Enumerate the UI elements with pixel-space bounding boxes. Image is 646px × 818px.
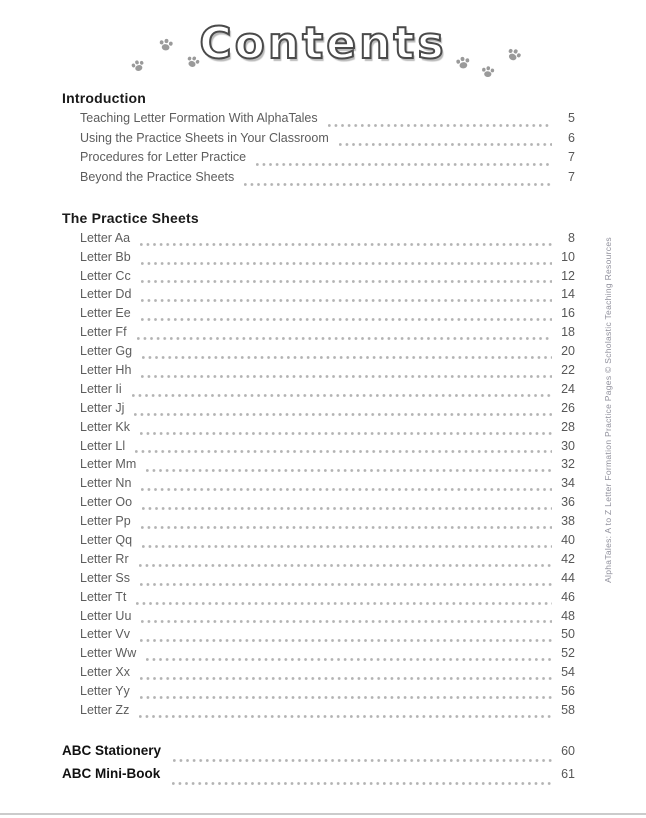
leader-dots [256,162,552,167]
toc-entry-label: Letter Ww [80,646,137,661]
leader-dots [244,182,552,187]
toc-entry-page-number: 38 [561,514,575,529]
leader-dots [141,619,552,624]
toc-entry [62,420,575,439]
toc-entry-label: Letter Jj [80,400,125,415]
section-heading: The Practice Sheets [62,209,199,226]
toc-entry-page-number: 6 [568,130,575,145]
toc-entry-page-number: 40 [561,533,575,547]
toc-entry [62,665,575,684]
toc-entry [62,382,575,401]
toc-entry-page-number: 32 [561,457,575,472]
toc-entry-label: Letter Vv [80,627,131,642]
toc-entry [62,476,575,495]
toc-entry-label: ABC Mini-Book [62,765,161,781]
toc-entry [62,231,575,250]
leader-dots [142,544,552,549]
toc-entry-label: Teaching Letter Formation With AlphaTales [80,111,318,125]
toc-entry-label: Procedures for Letter Practice [80,150,247,165]
toc-entry-label: Letter Cc [80,268,131,283]
leader-dots [328,123,552,128]
toc-entry [62,743,575,766]
toc-entry-page-number: 26 [561,400,575,415]
toc-entry-label: Letter Oo [80,495,133,510]
toc-entry-label: Using the Practice Sheets in Your Classroom [80,130,329,145]
page-title-area [0,18,646,69]
toc-entry-label: Letter Qq [80,533,133,547]
toc-entry [62,344,575,363]
toc-entry [62,111,575,131]
toc-entry-label: Letter Bb [80,249,131,264]
toc-entry [62,609,575,628]
leader-dots [139,563,552,568]
toc-entry [62,150,575,170]
toc-entry-label: Letter Pp [80,514,131,529]
leader-dots [339,142,552,147]
leader-dots [142,506,552,511]
toc-entry-label: Letter Uu [80,608,132,623]
toc-entry [62,250,575,269]
toc-entry-page-number: 48 [561,608,575,623]
leader-dots [140,431,552,436]
leader-dots [141,487,552,492]
toc-entry-page-number: 22 [561,362,575,377]
toc-entry-page-number: 20 [561,344,575,359]
toc-entry [62,646,575,665]
toc-entry-page-number: 58 [561,703,575,718]
toc-entry-label: Letter Tt [80,589,127,604]
toc-entry-label: Letter Nn [80,476,132,491]
leader-dots [141,261,552,266]
toc-entry-page-number: 42 [561,551,575,566]
toc-entry-label: Letter Aa [80,230,131,245]
toc-entry-page-number: 54 [561,665,575,680]
side-credit-text: AlphaTales: A to Z Letter Formation Practice Pages © Scholastic Teaching Resources [603,237,613,583]
leader-dots [135,449,552,454]
leader-dots [142,355,552,360]
toc-entry-label: Letter Ff [80,325,127,340]
leader-dots [134,412,552,417]
leader-dots [140,676,552,681]
toc-entry-label: Letter Yy [80,684,130,699]
leader-dots [141,525,552,530]
page-bottom-rule [0,813,646,815]
toc-sections [62,90,575,722]
toc-entry-page-number: 12 [561,268,575,283]
section-rows [62,111,575,190]
leader-dots [146,657,552,662]
toc-entry-page-number: 56 [561,684,575,699]
toc-footer-rows [62,743,575,789]
toc-entry-label: ABC Stationery [62,742,162,758]
leader-dots [173,758,552,763]
toc-entry [62,514,575,533]
toc-entry-page-number: 10 [561,249,575,264]
leader-dots [136,601,552,606]
toc-entry-label: Letter Ss [80,570,131,585]
toc-entry-page-number: 5 [568,111,575,125]
toc-entry [62,703,575,722]
toc-entry [62,766,575,789]
toc-entry-page-number: 14 [561,287,575,302]
toc-entry [62,684,575,703]
toc-entry-label: Letter Ee [80,306,131,321]
toc-entry [62,590,575,609]
toc-entry [62,552,575,571]
toc-entry [62,439,575,458]
leader-dots [146,468,552,473]
toc-entry-label: Letter Dd [80,287,132,302]
toc-section [62,90,575,190]
toc-content [62,90,575,789]
toc-entry-page-number: 18 [561,325,575,340]
toc-entry-page-number: 7 [568,170,575,185]
toc-entry-page-number: 30 [561,438,575,453]
toc-entry [62,627,575,646]
toc-section [62,210,575,722]
leader-dots [140,242,552,247]
toc-entry-page-number: 60 [561,743,575,758]
paw-print-icon [480,63,495,79]
section-rows [62,231,575,722]
toc-entry-page-number: 61 [561,766,575,781]
toc-entry-page-number: 7 [568,150,575,165]
toc-entry-page-number: 52 [561,646,575,661]
toc-entry-page-number: 50 [561,627,575,642]
toc-entry-page-number: 46 [561,589,575,604]
leader-dots [141,374,552,379]
toc-entry-label: Beyond the Practice Sheets [80,170,235,185]
toc-entry-page-number: 28 [561,419,575,434]
toc-entry [62,306,575,325]
toc-entry-page-number: 8 [568,230,575,245]
toc-entry [62,401,575,420]
leader-dots [137,336,552,341]
leader-dots [141,279,552,284]
toc-entry [62,363,575,382]
toc-entry-label: Letter Mm [80,457,137,472]
section-heading: Introduction [62,90,147,106]
toc-entry [62,131,575,151]
toc-entry-page-number: 16 [561,306,575,321]
toc-entry-label: Letter Zz [80,703,130,718]
leader-dots [141,317,552,322]
toc-entry [62,170,575,190]
toc-entry-page-number: 24 [561,381,575,396]
toc-entry-label: Letter Rr [80,551,129,566]
toc-entry [62,495,575,514]
toc-entry-label: Letter Gg [80,344,133,359]
paw-print-icon [157,36,175,53]
leader-dots [140,695,552,700]
toc-entry-page-number: 44 [561,570,575,585]
leader-dots [132,393,552,398]
leader-dots [139,714,552,719]
toc-entry-label: Letter Hh [80,362,132,377]
toc-entry [62,287,575,306]
toc-entry-page-number: 36 [561,495,575,510]
leader-dots [140,638,552,643]
toc-entry [62,457,575,476]
toc-entry-label: Letter Xx [80,665,131,680]
leader-dots [140,582,552,587]
toc-entry-page-number: 34 [561,476,575,491]
page-title: Contents [199,18,447,69]
toc-entry-label: Letter Ll [80,438,126,453]
toc-entry-label: Letter Ii [80,381,122,396]
toc-entry [62,571,575,590]
toc-entry-label: Letter Kk [80,419,131,434]
leader-dots [141,298,552,303]
paw-print-icon [454,54,472,71]
leader-dots [172,781,552,786]
toc-entry [62,325,575,344]
toc-entry [62,269,575,288]
toc-entry [62,533,575,552]
